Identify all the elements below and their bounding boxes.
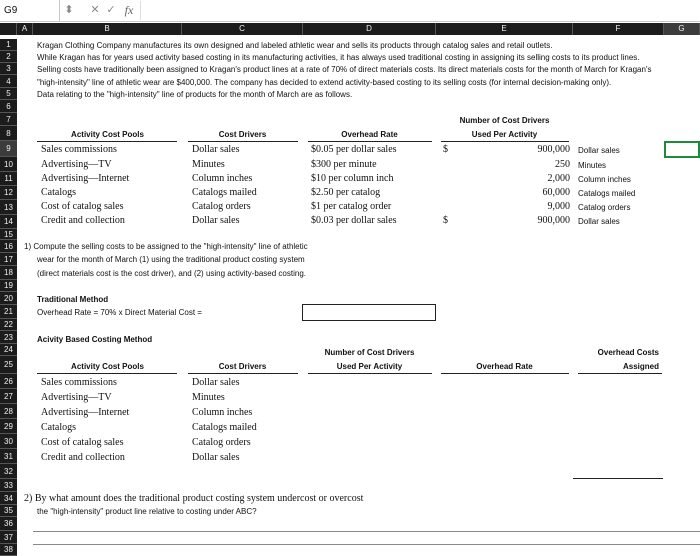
row-header[interactable]: 26	[0, 374, 17, 389]
qty-cell: 9,000	[547, 201, 570, 212]
row-header[interactable]: 38	[0, 544, 17, 556]
question-1-line: wear for the month of March (1) using the traditional product costing system	[37, 255, 305, 264]
abc-header-activity-cost-pools: Activity Cost Pools	[71, 362, 144, 371]
header-underline	[441, 141, 569, 142]
answer-line	[33, 531, 700, 532]
header-underline	[37, 373, 177, 374]
name-box[interactable]: G9	[0, 0, 60, 21]
abc-header-cost-drivers: Cost Drivers	[218, 362, 267, 371]
header-overhead-rate: Overhead Rate	[341, 130, 398, 139]
row-header[interactable]: 28	[0, 404, 17, 419]
driver-cell: Dollar sales	[192, 215, 240, 226]
name-box-stepper-icon[interactable]: ⬍	[64, 4, 74, 16]
row-header[interactable]: 14	[0, 215, 17, 229]
row-header[interactable]: 9	[0, 141, 17, 157]
row-header[interactable]: 10	[0, 157, 17, 172]
answer-line	[33, 544, 700, 545]
row-header[interactable]: 33	[0, 479, 17, 492]
rate-cell: $1 per catalog order	[311, 201, 392, 212]
header-activity-cost-pools: Activity Cost Pools	[71, 130, 144, 139]
row-header[interactable]: 11	[0, 172, 17, 186]
row-header[interactable]: 17	[0, 253, 17, 266]
unit-cell: Minutes	[578, 161, 607, 170]
pool-cell: Cost of catalog sales	[41, 201, 124, 212]
header-underline	[441, 373, 569, 374]
selected-cell-g9[interactable]	[664, 141, 700, 158]
driver-cell: Catalog orders	[192, 201, 251, 212]
row-header[interactable]: 2	[0, 51, 17, 63]
abc-driver-cell: Minutes	[192, 392, 225, 403]
header-underline	[188, 141, 298, 142]
unit-cell: Catalog orders	[578, 203, 631, 212]
row-header[interactable]: 19	[0, 280, 17, 292]
driver-cell: Catalogs mailed	[192, 187, 257, 198]
pool-cell: Sales commissions	[41, 144, 117, 155]
abc-total-line	[573, 478, 663, 479]
abc-pool-cell: Cost of catalog sales	[41, 437, 124, 448]
abc-header-assigned: Assigned	[622, 362, 659, 371]
abc-pool-cell: Advertising—Internet	[41, 407, 130, 418]
header-underline	[578, 373, 662, 374]
abc-pool-cell: Catalogs	[41, 422, 76, 433]
header-underline	[188, 373, 298, 374]
abc-header-used-per-activity: Used Per Activity	[336, 362, 403, 371]
traditional-formula-label: Overhead Rate = 70% x Direct Material Cost =	[37, 308, 202, 317]
abc-pool-cell: Advertising—TV	[41, 392, 112, 403]
qty-cell: 60,000	[542, 187, 570, 198]
row-header[interactable]: 23	[0, 331, 17, 344]
abc-method-title: Acivity Based Costing Method	[37, 335, 153, 344]
qty-cell: 250	[555, 159, 570, 170]
qty-cell: 900,000	[537, 215, 570, 226]
intro-line: Kragan Clothing Company manufactures its own designed and labeled athletic wear and sells its products through catalog sales and retail outlets.	[37, 41, 553, 50]
dollar-sign-cell: $	[443, 144, 448, 155]
rate-cell: $300 per minute	[311, 159, 377, 170]
formula-input[interactable]	[140, 1, 700, 20]
pool-cell: Catalogs	[41, 187, 76, 198]
rate-cell: $2.50 per catalog	[311, 187, 381, 198]
row-header[interactable]: 3	[0, 63, 17, 75]
pool-cell: Advertising—TV	[41, 159, 112, 170]
row-header[interactable]: 8	[0, 126, 17, 141]
row-header[interactable]: 35	[0, 505, 17, 517]
row-header[interactable]: 18	[0, 266, 17, 280]
driver-cell: Dollar sales	[192, 144, 240, 155]
unit-cell: Catalogs mailed	[578, 189, 636, 198]
abc-pool-cell: Sales commissions	[41, 377, 117, 388]
intro-line: "high-intensity" line of athletic wear are $400,000. The company has decided to extend activity-based costing to its selling costs (for internal decision-making only).	[37, 78, 612, 87]
intro-line: Data relating to the "high-intensity" line of products for the month of March are as follows.	[37, 90, 353, 99]
question-1-line: 1) Compute the selling costs to be assigned to the "high-intensity" line of athletic	[24, 242, 308, 251]
row-header[interactable]: 16	[0, 240, 17, 253]
row-header[interactable]: 30	[0, 434, 17, 449]
pool-cell: Credit and collection	[41, 215, 125, 226]
row-header[interactable]: 15	[0, 229, 17, 240]
header-underline	[308, 373, 432, 374]
unit-cell: Dollar sales	[578, 146, 620, 155]
traditional-method-title: Traditional Method	[37, 295, 109, 304]
abc-header-overhead-costs: Overhead Costs	[597, 348, 659, 357]
column-header-a[interactable]: A	[17, 23, 33, 35]
header-number-of-cost-drivers: Number of Cost Drivers	[459, 116, 550, 125]
row-header[interactable]: 31	[0, 449, 17, 464]
column-header-d[interactable]: D	[303, 23, 436, 35]
dollar-sign-cell: $	[443, 215, 448, 226]
header-used-per-activity: Used Per Activity	[471, 130, 538, 139]
qty-cell: 900,000	[537, 144, 570, 155]
traditional-answer-input[interactable]	[302, 304, 436, 321]
abc-driver-cell: Column inches	[192, 407, 253, 418]
row-header[interactable]: 22	[0, 319, 17, 331]
pool-cell: Advertising—Internet	[41, 173, 130, 184]
driver-cell: Column inches	[192, 173, 253, 184]
header-underline	[308, 141, 432, 142]
question-1-line: (direct materials cost is the cost driver), and (2) using activity-based costing.	[37, 269, 306, 278]
abc-header-number-of-cost-drivers: Number of Cost Drivers	[324, 348, 415, 357]
question-2-line: 2) By what amount does the traditional product costing system undercost or overcost	[24, 493, 364, 504]
fx-icon[interactable]: fx	[124, 3, 134, 17]
formula-bar	[0, 0, 700, 22]
column-header-f[interactable]: F	[573, 23, 664, 35]
select-all-corner[interactable]	[0, 23, 17, 35]
row-header[interactable]: 13	[0, 200, 17, 215]
row-header[interactable]: 5	[0, 88, 17, 100]
row-header[interactable]: 1	[0, 39, 17, 51]
column-header-g[interactable]: G	[664, 23, 700, 35]
unit-cell: Dollar sales	[578, 217, 620, 226]
row-header[interactable]: 24	[0, 344, 17, 356]
unit-cell: Column inches	[578, 175, 631, 184]
rate-cell: $0.03 per dollar sales	[311, 215, 397, 226]
abc-driver-cell: Dollar sales	[192, 452, 240, 463]
abc-driver-cell: Dollar sales	[192, 377, 240, 388]
enter-icon[interactable]: ✓	[106, 4, 116, 16]
row-header[interactable]: 25	[0, 356, 17, 374]
driver-cell: Minutes	[192, 159, 225, 170]
abc-driver-cell: Catalog orders	[192, 437, 251, 448]
abc-driver-cell: Catalogs mailed	[192, 422, 257, 433]
column-header-e[interactable]: E	[436, 23, 573, 35]
row-header[interactable]: 20	[0, 292, 17, 305]
row-header[interactable]: 21	[0, 305, 17, 319]
abc-header-overhead-rate: Overhead Rate	[476, 362, 533, 371]
column-header-b[interactable]: B	[33, 23, 182, 35]
row-header[interactable]: 34	[0, 492, 17, 505]
abc-pool-cell: Credit and collection	[41, 452, 125, 463]
rate-cell: $10 per column inch	[311, 173, 394, 184]
question-2-line: the "high-intensity" product line relative to costing under ABC?	[37, 507, 257, 516]
header-cost-drivers: Cost Drivers	[218, 130, 267, 139]
row-header[interactable]: 36	[0, 517, 17, 531]
header-underline	[37, 141, 177, 142]
row-header[interactable]: 27	[0, 389, 17, 404]
row-header[interactable]: 7	[0, 113, 17, 126]
row-header[interactable]: 12	[0, 186, 17, 200]
row-header[interactable]: 4	[0, 75, 17, 88]
rate-cell: $0.05 per dollar sales	[311, 144, 397, 155]
row-header[interactable]: 32	[0, 464, 17, 479]
row-header[interactable]: 37	[0, 531, 17, 544]
intro-line: While Kragan has for years used activity based costing in its manufacturing activities, it has always used traditional costing in assigning its selling costs to its product lines.	[37, 53, 640, 62]
intro-line: Selling costs have traditionally been assigned to Kragan's product lines at a rate of 70% of direct materials costs. Its direct materials costs for the month of March for Kragan's	[37, 65, 652, 74]
row-header[interactable]: 29	[0, 419, 17, 434]
column-header-c[interactable]: C	[182, 23, 303, 35]
row-header[interactable]: 6	[0, 100, 17, 113]
qty-cell: 2,000	[547, 173, 570, 184]
cancel-icon[interactable]: ✕	[90, 4, 100, 16]
